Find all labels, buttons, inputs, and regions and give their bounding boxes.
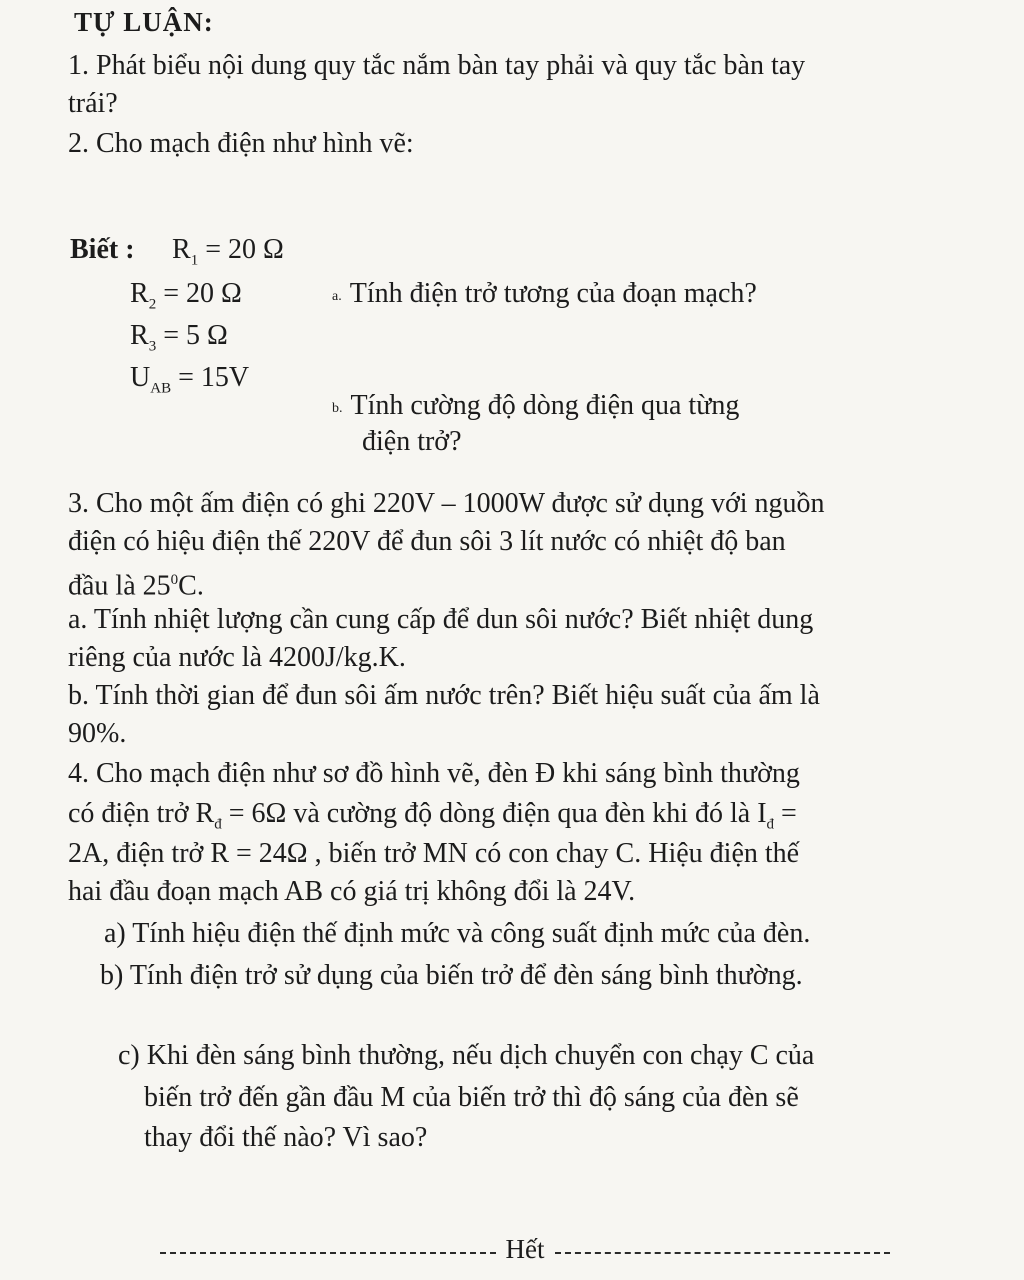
q2-part-b-text: Tính cường độ dòng điện qua từng [350, 390, 740, 421]
q3-part-a-line-2: riêng của nước là 4200J/kg.K. [68, 642, 406, 673]
q4-line-1: 4. Cho mạch điện như sơ đồ hình vẽ, đèn Đ khi sáng bình thường [68, 758, 800, 789]
q2-intro: 2. Cho mạch điện như hình vẽ: [68, 128, 414, 159]
q4-part-c-line-2: biến trở đến gần đầu M của biến trở thì độ sáng của đèn sẽ [144, 1082, 799, 1113]
r2-subscript: 2 [148, 296, 157, 313]
id-subscript: đ [766, 816, 775, 833]
uab-value: = 15V [171, 362, 250, 393]
q3-part-b-line-1: b. Tính thời gian để đun sôi ấm nước trên? Biết hiệu suất của ấm là [68, 680, 820, 711]
q3-line-3 [68, 562, 204, 604]
end-dash-left [160, 1252, 496, 1254]
section-heading: TỰ LUẬN: [74, 7, 214, 37]
q4-line-4: hai đầu đoạn mạch AB có giá trị không đổi là 24V. [68, 876, 636, 907]
q4-line-2-text-a: có điện trở R [68, 798, 215, 829]
q2-part-b-letter: b. [332, 401, 343, 416]
q1-line-2: trái? [68, 88, 118, 119]
q3-part-b-line-2: 90%. [68, 718, 127, 749]
q2-part-b-line-2: điện trở? [362, 426, 462, 457]
q4-part-c-line-1: c) Khi đèn sáng bình thường, nếu dịch chuyển con chạy C của [118, 1040, 815, 1071]
rd-subscript: đ [214, 816, 222, 833]
end-marker [160, 1234, 890, 1265]
q2-r3 [130, 318, 228, 365]
q4-part-b: b) Tính điện trở sử dụng của biến trở để đèn sáng bình thường. [100, 960, 803, 991]
q3-line-1: 3. Cho một ấm điện có ghi 220V – 1000W được sử dụng với nguồn [68, 488, 825, 519]
q2-part-b [332, 388, 739, 429]
r1-symbol: R [172, 234, 191, 265]
q2-r2 [130, 276, 242, 323]
r3-symbol: R [130, 320, 149, 351]
r1-value: = 20 Ω [198, 234, 284, 265]
uab-subscript: AB [150, 380, 172, 397]
uab-symbol: U [130, 362, 151, 393]
q4-line-2-text-b: = 6Ω và cường độ dòng điện qua đèn khi đó là I [221, 798, 767, 829]
r1-subscript: 1 [190, 252, 199, 269]
q4-part-c-line-3: thay đổi thế nào? Vì sao? [144, 1122, 428, 1153]
q1-line-1: 1. Phát biểu nội dung quy tắc nắm bàn tay phải và quy tắc bàn tay [68, 50, 806, 81]
q4-line-3: 2A, điện trở R = 24Ω , biến trở MN có con chay C. Hiệu điện thế [68, 838, 800, 869]
q3-part-a-line-1: a. Tính nhiệt lượng cần cung cấp để dun sôi nước? Biết nhiệt dung [68, 604, 814, 635]
r2-symbol: R [130, 278, 149, 309]
q2-part-a [332, 276, 757, 317]
q3-line-2: điện có hiệu điện thế 220V để đun sôi 3 lít nước có nhiệt độ ban [68, 526, 786, 557]
degree-mark: 0 [170, 572, 179, 588]
q4-part-a: a) Tính hiệu điện thế định mức và công suất định mức của đèn. [104, 918, 811, 949]
q3-line-3-unit: C. [178, 570, 204, 602]
q3-line-3-text: đầu là 25 [68, 570, 171, 602]
q2-given-label: Biết : [70, 234, 135, 265]
end-dash-right [555, 1252, 891, 1254]
r3-subscript: 3 [148, 338, 157, 355]
q2-uab [130, 360, 249, 407]
end-text: Hết [505, 1234, 545, 1264]
r3-value: = 5 Ω [156, 320, 228, 351]
q2-part-a-letter: a. [332, 289, 342, 304]
q2-part-a-text: Tính điện trở tương của đoạn mạch? [349, 278, 757, 309]
q4-line-2-text-c: = [774, 798, 797, 829]
q2-r1 [172, 232, 284, 279]
r2-value: = 20 Ω [156, 278, 242, 309]
